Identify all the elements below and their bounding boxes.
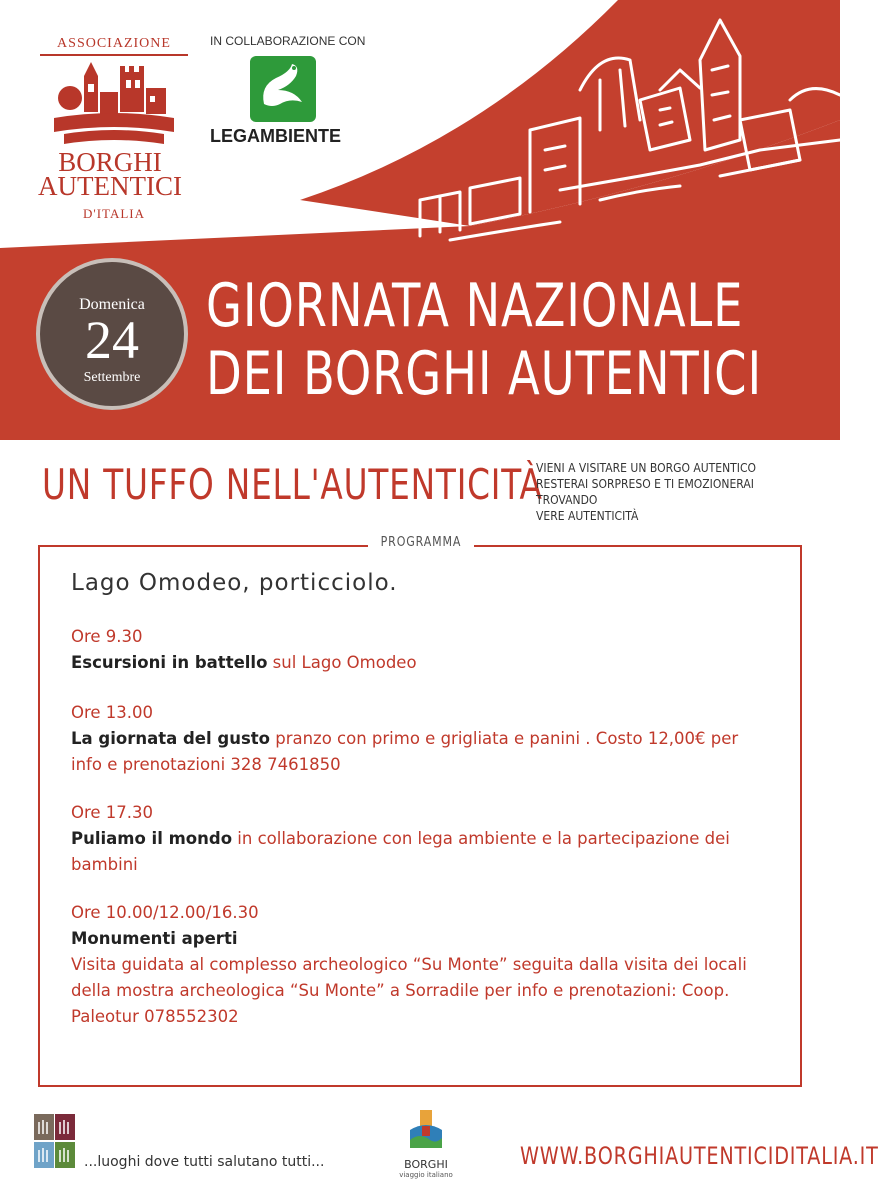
program-event bbox=[71, 700, 771, 778]
event-name: Escursioni in battello bbox=[71, 653, 268, 672]
event-time: Ore 9.30 bbox=[71, 627, 143, 646]
tagline-desc-line3: VERE AUTENTICITÀ bbox=[536, 509, 639, 523]
borghi-logo-sub: viaggio italiano bbox=[399, 1171, 453, 1179]
date-month: Settembre bbox=[83, 370, 141, 385]
event-title bbox=[206, 271, 763, 409]
hands-logo-icon bbox=[34, 1114, 76, 1172]
tagline-description bbox=[536, 460, 797, 524]
website-link[interactable]: WWW.BORGHIAUTENTICIDITALIA.IT bbox=[520, 1142, 879, 1170]
legambiente-swan-icon bbox=[250, 56, 316, 122]
event-name: Puliamo il mondo bbox=[71, 829, 233, 848]
tagline-desc-line2: RESTERAI SORPRESO E TI EMOZIONERAI TROVANDO bbox=[536, 477, 754, 507]
event-description: sul Lago Omodeo bbox=[267, 653, 417, 672]
event-title-line1: GIORNATA NAZIONALE bbox=[206, 271, 744, 341]
org-name-line3: D'ITALIA bbox=[82, 206, 145, 221]
event-name: La giornata del gusto bbox=[71, 729, 270, 748]
event-description: pranzo con primo e grigliata e panini . Costo 12,00€ per info e prenotazioni 328 7461850 bbox=[71, 729, 739, 774]
borghi-viaggio-logo bbox=[398, 1108, 454, 1179]
program-title: PROGRAMMA bbox=[380, 535, 462, 550]
event-time: Ore 13.00 bbox=[71, 703, 154, 722]
program-event bbox=[71, 800, 771, 878]
org-name bbox=[20, 147, 200, 201]
partner-name: LEGAMBIENTE bbox=[210, 126, 342, 146]
date-badge bbox=[36, 258, 188, 410]
footer-slogan: ...luoghi dove tutti salutano tutti... bbox=[84, 1154, 325, 1170]
event-description: in collaborazione con lega ambiente e la partecipazione dei bambini bbox=[71, 829, 730, 874]
tagline-desc-line1: VIENI A VISITARE UN BORGO AUTENTICO bbox=[536, 461, 757, 475]
borghi-logo-icon bbox=[406, 1108, 446, 1152]
program-border-right bbox=[474, 545, 802, 547]
event-name: Monumenti aperti bbox=[71, 929, 238, 948]
event-description: Visita guidata al complesso archeologico “Su Monte” seguita dalla visita dei locali della mostra archeologica “Su Monte” a Sorradile per info e prenotazioni: Coop. Paleotur 078552302 bbox=[71, 955, 747, 1026]
event-time: Ore 17.30 bbox=[71, 803, 154, 822]
program-border-left bbox=[38, 545, 368, 547]
org-name-line1: BORGHI bbox=[58, 147, 162, 177]
association-label: ASSOCIAZIONE bbox=[40, 36, 188, 56]
date-weekday: Domenica bbox=[79, 296, 145, 313]
program-event bbox=[71, 624, 771, 676]
collab-label: IN COLLABORAZIONE CON bbox=[210, 34, 366, 48]
date-day: 24 bbox=[85, 310, 139, 370]
program-venue: Lago Omodeo, porticciolo. bbox=[71, 570, 398, 596]
tagline: UN TUFFO NELL'AUTENTICITÀ bbox=[42, 460, 543, 509]
program-event bbox=[71, 900, 771, 1030]
event-time: Ore 10.00/12.00/16.30 bbox=[71, 903, 259, 922]
borghi-logo-name: BORGHI bbox=[404, 1158, 448, 1171]
event-title-line2: DEI BORGHI AUTENTICI bbox=[206, 339, 763, 409]
org-name-line2: AUTENTICI bbox=[38, 171, 182, 201]
borgo-logo-icon bbox=[50, 58, 178, 150]
